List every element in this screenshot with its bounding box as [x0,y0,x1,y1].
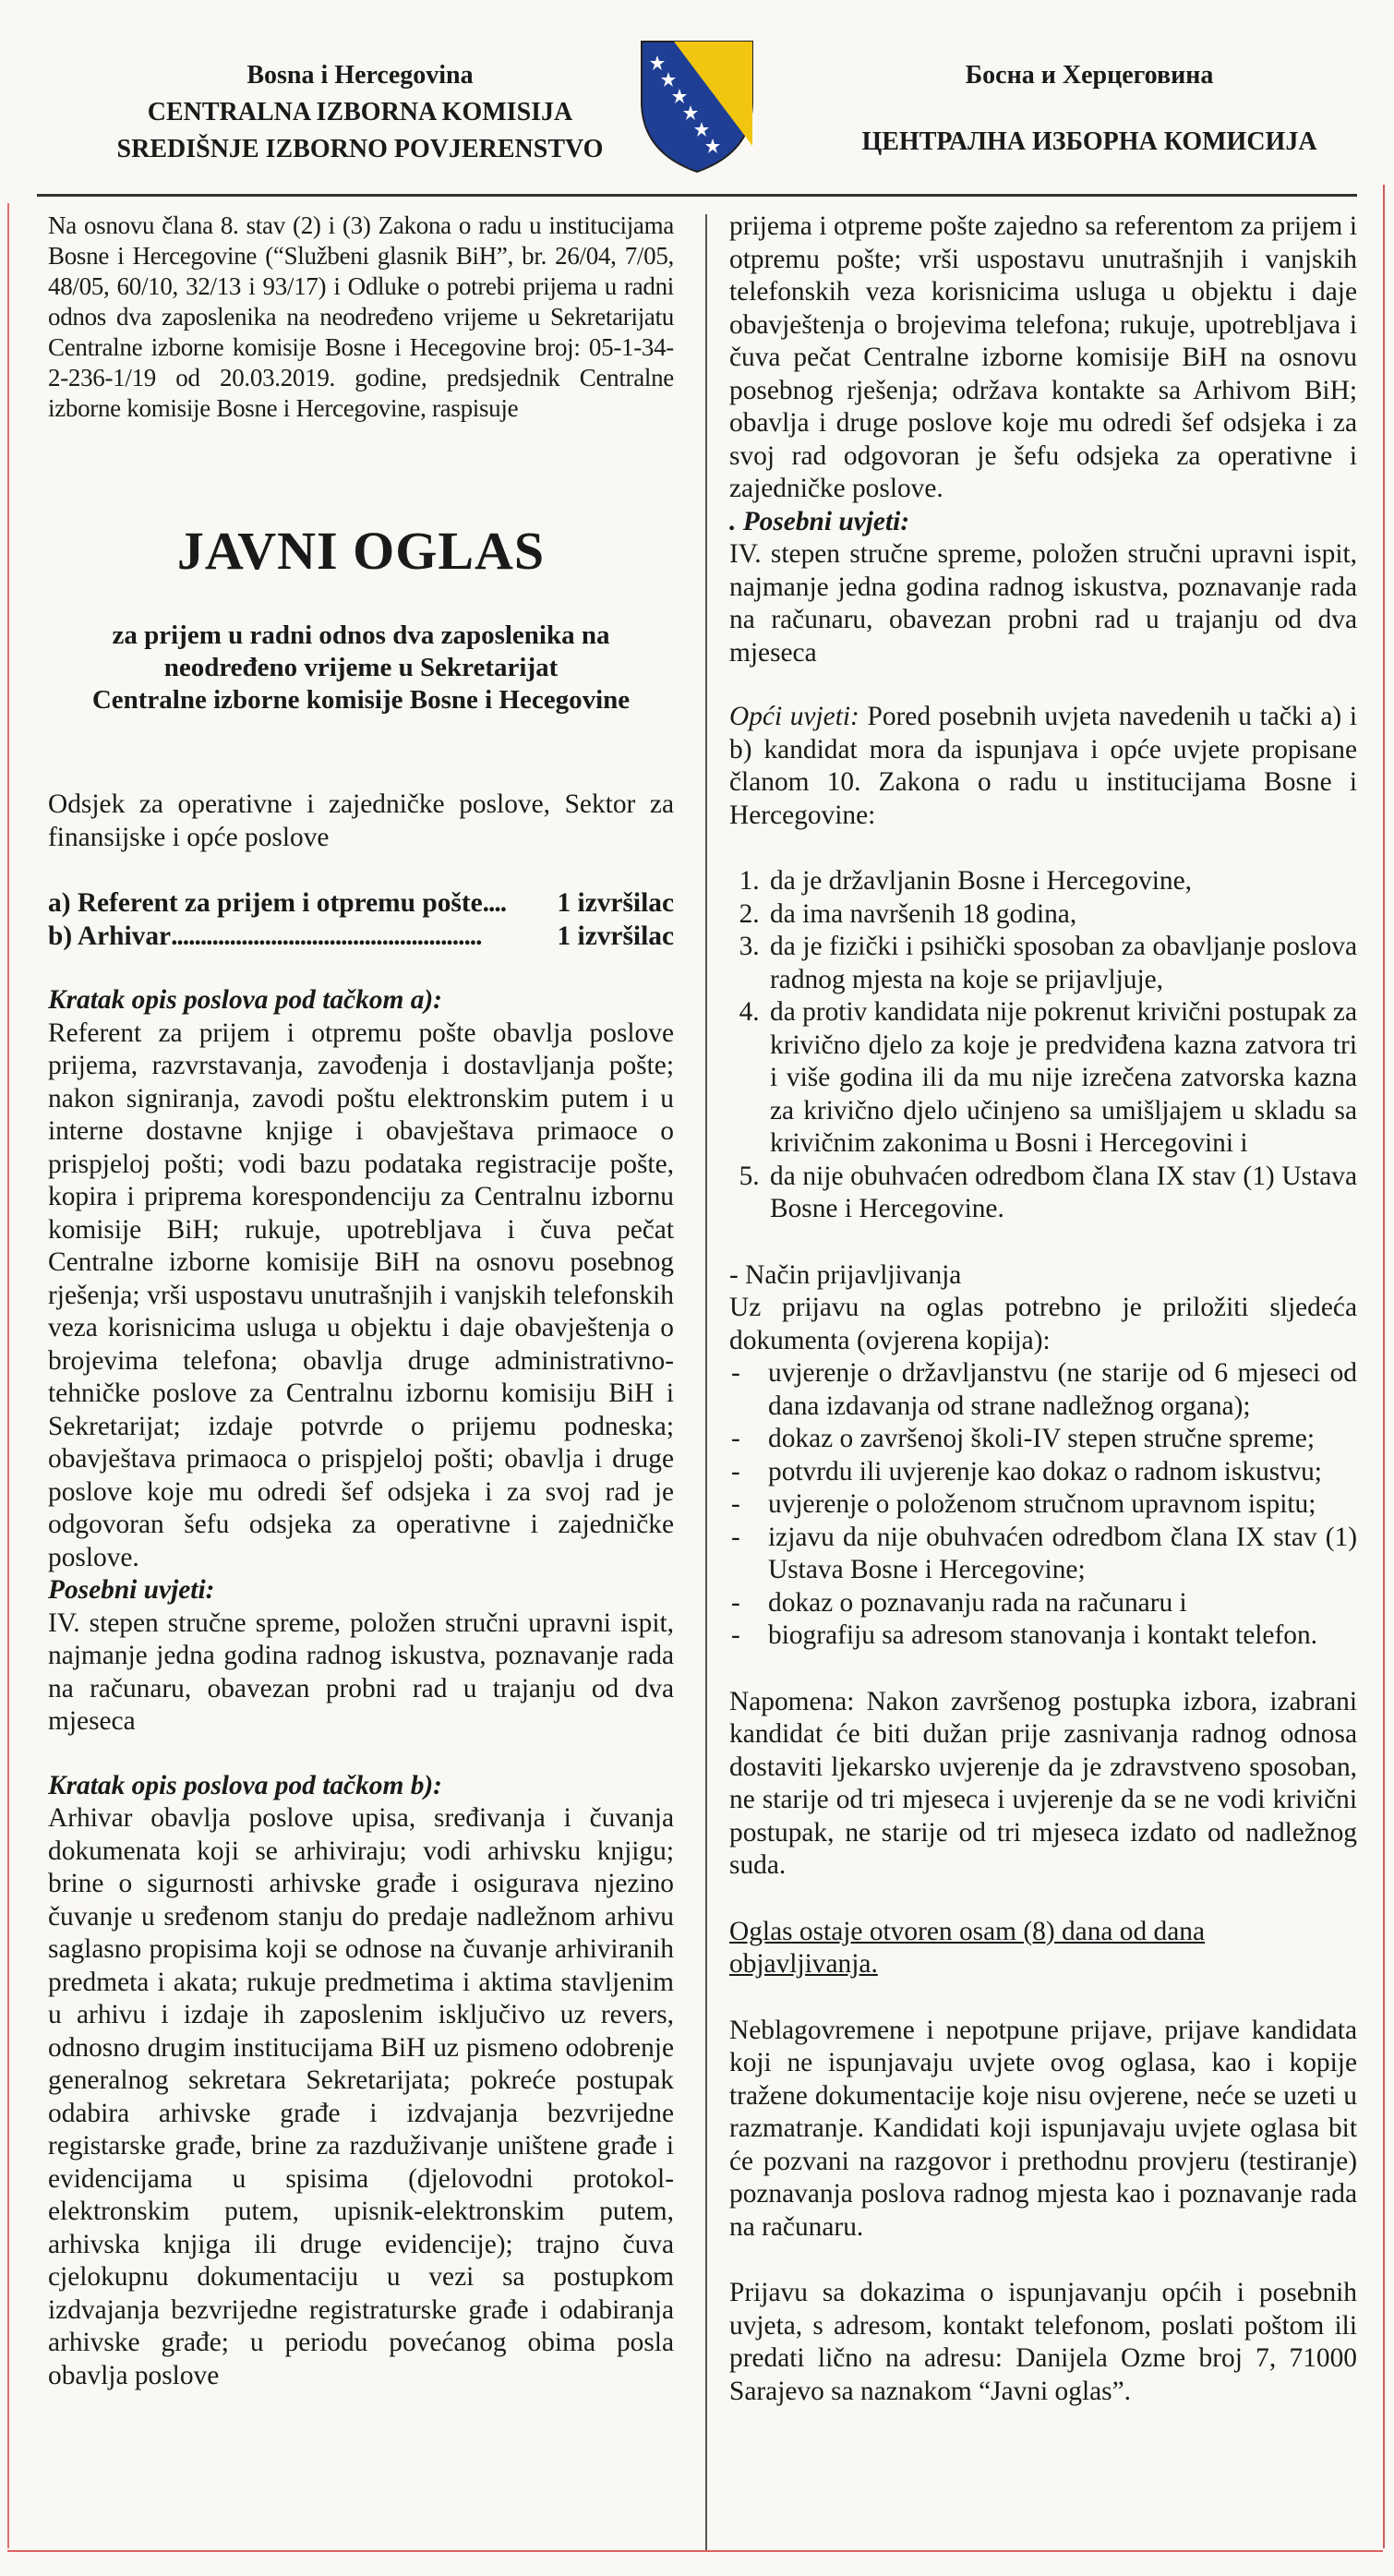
condition-item: 1. da je državljanin Bosne i Hercegovine, [766,865,1357,898]
application-intro: Uz prijavu na oglas potrebno je priložiti sljedeća dokumenta (ovjerena kopija): [729,1293,1357,1355]
header-country-latin: Bosna i Hercegovina [246,61,474,90]
position-b-name: b) Arhivar [48,921,172,951]
bih-coat-of-arms-icon [637,37,757,175]
header-cyrillic-block [812,57,1366,161]
condition-item: 5. da nije obuhvaćen odredbom člana IX stav (1) Ustava Bosne i Hercegovine. [766,1161,1357,1226]
general-conditions-text: Pored posebnih uvjeta navedenih u tački a) i b) kandidat mora da ispunjava i opće uvjete propisane članom 10. Zakona o radu u institucijama Bosne i Hercegovine: [729,702,1357,830]
submission-paragraph: Prijavu sa dokazima o ispunjavanju općih i posebnih uvjeta, s adresom, kontakt telefonom, poslati poštom ili predati lično na adresu: Danijela Ozme broj 7, 71000 Sarajevo sa naznakom “Javni oglas”. [729,2278,1357,2406]
column-divider [705,214,707,2550]
right-column [729,211,1357,2408]
subtitle-line-1: za prijem u radni odnos dva zaposlenika na [112,620,610,650]
general-conditions-label: Opći uvjeti: [729,702,859,731]
open-notice: Oglas ostaje otvoren osam (8) dana od dana objavljivanja. [729,1916,1205,1979]
document-item: - dokaz o poznavanju rada na računaru i [729,1587,1357,1620]
subtitle-line-2: neodređeno vrijeme u Sekretarijat [163,653,559,682]
header-commission-cyrillic: ЦЕНТРАЛНА ИЗБОРНА КОМИСИЈА [861,126,1317,156]
condition-item: 2. da ima navršenih 18 godina, [766,898,1357,932]
position-a [48,887,674,921]
position-b-count: 1 izvršilac [557,921,674,951]
condition-item: 4. da protiv kandidata nije pokrenut krivični postupak za krivično djelo za koje je predviđena kazna zatvora tri i više godina ili da mu nije izrečena zatvorska kazna za krivično djelo učinjeno sa umišljajem u skladu sa krivičnim zakonima u Bosni i Hercegovini i [766,996,1357,1161]
special-a-heading: Posebni uvjeti: [48,1575,215,1605]
job-b-description-continued: prijema i otpreme pošte zajedno sa referentom za prijem i otpremu pošte; vrši uspostavu unutrašnjih i vanjskih telefonskih veza korisnicima usluga u objektu i daje obavještenja o brojevima telefona; rukuje, upotrebljava i čuva pečat Centralne izborne komisije BiH na osnovu posebnog rješenja; održava kontakte sa Arhivom BiH; obavlja i druge poslove koje mu odredi šef odsjeka i za svoj rad odgovoran je šefu odsjeka za operativne i zajedničke poslove. [729,211,1357,503]
application-heading: - Način prijavljivanja [729,1259,962,1290]
header-latin-block [37,57,683,167]
subtitle-line-3: Centralne izborne komisije Bosne i Hecegovine [91,685,631,715]
documents-list [729,1357,1357,1653]
special-b-heading: . Posebni uvjeti: [729,506,910,536]
condition-item: 3. da je fizički i psihički sposoban za obavljanje poslova radnog mjesta na koje se prijavljuje, [766,931,1357,996]
job-b-description: Arhivar obavlja poslove upisa, sređivanja i čuvanja dokumenata koji se arhiviraju; vodi arhivsku knjigu; brine o sigurnosti arhivske građe i osigurava njezino čuvanje u sređenom stanju do predaje nadležnom arhivu saglasno propisima koji se odnose na čuvanje arhiviranih predmeta i akata; rukuje predmetima i aktima stavljenim u arhivu i izdaje ih zaposlenim isključivo uz revers, odnosno drugim institucijama BiH uz pismeno odobrenje generalnog sekretara Sekretarijata; pokreće postupak odabira arhivske građe i izdvajanja bezvrijedne registarske građe, brine za razduživanje uništene građe i evidencijama u spisima (djelovodni protokol-elektronskim putem, upisnik-elektronskim putem, arhivska knjiga ili druge evidencije); trajno čuva cjelokupnu dokumentaciju u vezi sa postupkom izdvajanja bezvrijedne registraturske građe i odabiranja arhivske građe; u periodu povećanog obima posla obavlja poslove [48,1803,674,2390]
special-b-text: IV. stepen stručne spreme, položen stručni upravni ispit, najmanje jedna godina radnog iskustva, poznavanje rada na računaru, obavezan probni rad u trajanju od dva mjeseca [729,539,1357,668]
job-a-heading: Kratak opis poslova pod tačkom a): [48,985,442,1015]
ad-subtitle [48,620,674,716]
document-item: - potvrdu ili uvjerenje kao dokaz o radnom iskustvu; [729,1456,1357,1489]
frame-bottom-border [7,2550,1383,2552]
header-commission-latin: CENTRALNA IZBORNA KOMISIJA [147,97,573,126]
header-country-cyrillic: Босна и Херцеговина [965,61,1214,90]
intro-paragraph: Na osnovu člana 8. stav (2) i (3) Zakona o radu u institucijama Bosne i Hercegovine (“Službeni glasnik BiH”, br. 26/04, 7/05, 48/05, 60/10, 32/13 i 93/17) i Odluke o potrebi prijema u radni odnos dva zaposlenika na neodređeno vrijeme u Sekretarijatu Centralne izborne komisije Bosne i Hecegovine broj: 05-1-34-2-236-1/19 od 20.03.2019. godine, predsjednik Centralne izborne komisije Bosne i Hercegovine, raspisuje [48,211,674,422]
document-item: - biografiju sa adresom stanovanja i kontakt telefon. [729,1619,1357,1653]
header-commission-croatian: SREDIŠNJE IZBORNO POVJERENSTVO [116,134,604,163]
frame-left-border [7,203,9,2548]
conditions-list [729,865,1357,1226]
ad-title: JAVNI OGLAS [176,521,546,581]
incomplete-applications-paragraph: Neblagovremene i nepotpune prijave, prijave kandidata koji ne ispunjavaju uvjete ovog oglasa, kao i kopije tražene dokumentacije koje nisu ovjerene, neće se uzeti u razmatranje. Kandidati koji ispunjavaju uvjete oglasa bit će pozvani na razgovor i prethodnu provjeru (testiranje) poznavanja poslova radnog mjesta kao i poznavanje rada na računaru. [729,2015,1357,2242]
frame-right-border [1383,185,1385,2548]
document-item: - izjavu da nije obuhvaćen odredbom člana IX stav (1) Ustava Bosne i Hercegovine; [729,1522,1357,1587]
document-item: - dokaz o završenoj školi-IV stepen stručne spreme; [729,1423,1357,1456]
header-rule [37,194,1357,197]
position-a-count: 1 izvršilac [557,888,674,918]
left-column [48,211,674,2392]
page-header [0,0,1394,185]
job-a-description: Referent za prijem i otpremu pošte obavlja poslove prijema, razvrstavanja, zavođenja i dostavljanja pošte; nakon signiranja, zavodi poštu elektronskim putem i u interne dostavne knjige i obavještava primaoce o prispjeloj pošti; vodi bazu podataka registracije pošte, kopira i priprema korespondenciju za Centralnu izbornu komisije BiH; rukuje, upotrebljava i čuva pečat Centralne izborne komisije BiH na osnovu posebnog rješenja; vrši uspostavu unutrašnjih i vanjskih telefonskih veza korisnicima usluga u objektu i daje obavještenja o brojevima telefona; obavlja druge administrativno-tehničke poslove za Centralnu izbornu komisiju BiH i Sekretarijat; izdaje potvrde o prijemu podneska; obavještava primaoca o prispjeloj pošti; obavlja i druge poslove koje mu odredi šef odsjeka i za svoj rad je odgovoran šefu odsjeka za operativne i zajedničke poslove. [48,1017,674,1572]
position-b [48,921,674,954]
note-paragraph: Napomena: Nakon završenog postupka izbora, izabrani kandidat će biti dužan prije zasnivanja radnog odnosa dostaviti ljekarsko uvjerenje da je zdravstveno sposoban, ne starije od tri mjeseca i uvjerenje da se ne vodi krivični postupak, ne starije od tri mjeseca izdato od nadležnog suda. [729,1686,1357,1880]
position-b-leader: ..................................................... [171,921,482,951]
position-a-name: a) Referent za prijem i otpremu pošte [48,888,483,918]
special-a-text: IV. stepen stručne spreme, položen stručni upravni ispit, najmanje jedna godina radnog iskustva, poznavanje rada na računaru, obavezan probni rad u trajanju od dva mjeseca [48,1607,674,1736]
general-conditions [729,701,1357,832]
document-item: - uvjerenje o položenom stručnom upravnom ispitu; [729,1488,1357,1522]
positions-list [48,887,674,953]
job-b-heading: Kratak opis poslova pod tačkom b): [48,1770,442,1800]
department-text: Odsjek za operativne i zajedničke poslove, Sektor za finansijske i opće poslove [48,789,674,852]
document-item: - uvjerenje o državljanstvu (ne starije od 6 mjeseci od dana izdavanja od strane nadležnog organa); [729,1357,1357,1423]
position-a-leader: .... [482,888,507,918]
